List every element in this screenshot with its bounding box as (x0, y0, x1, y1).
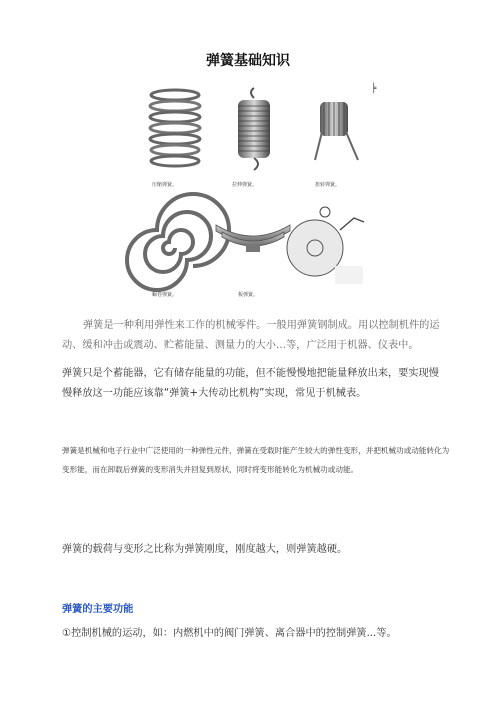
caption-spiral-spring: 蜗卷弹簧。 (152, 292, 178, 298)
stiffness-paragraph: 弹簧的载荷与变形之比称为弹簧刚度，刚度越大，则弹簧越硬。 (62, 544, 348, 555)
ratchet-mechanism-image (287, 207, 364, 284)
springs-illustration (120, 80, 376, 300)
caption-extension-spring: 拉伸弹簧。 (232, 182, 258, 188)
torsion-spring-image (315, 102, 358, 160)
caption-leaf-spring: 板弹簧。 (238, 292, 259, 298)
spiral-spring-image (127, 194, 229, 290)
function-item: ①控制机械的运动，如：内燃机中的阀门弹簧、离合器中的控制弹簧...等。 (62, 628, 397, 639)
extension-spring-image (238, 88, 270, 170)
definition-paragraph: 弹簧是机械和电子行业中广泛使用的一种弹性元件，弹簧在受载时能产生较大的弹性变形，并把机械功或动能转化为变形能，而在卸载后弹簧的变形消失并回复到原状，同时将变形能转化为机械功或动能。 (62, 446, 450, 474)
compression-spring-image (150, 90, 200, 166)
section-heading: 弹簧的主要功能 (62, 604, 134, 615)
caption-torsion-spring: 扭转弹簧。 (315, 182, 341, 188)
page-title: 弹簧基础知识 (206, 53, 290, 69)
springs-figure (120, 80, 376, 300)
energy-paragraph: 弹簧只是个蓄能器，它有储存能量的功能，但不能慢慢地把能量释放出来，要实现慢慢释放这一功能应该靠“弹簧+大传动比机构”实现，常见于机械表。 (62, 368, 439, 399)
intro-paragraph: 弹簧是一种利用弹性来工作的机械零件。一般用弹簧钢制成。用以控制机件的运动、缓和冲击或震动、贮蓄能量、测量力的大小…等，广泛用于机器、仪表中。 (62, 320, 440, 351)
caption-compression-spring: 压缩弹簧。 (152, 182, 178, 188)
corner-mark: ╞ (371, 84, 377, 94)
